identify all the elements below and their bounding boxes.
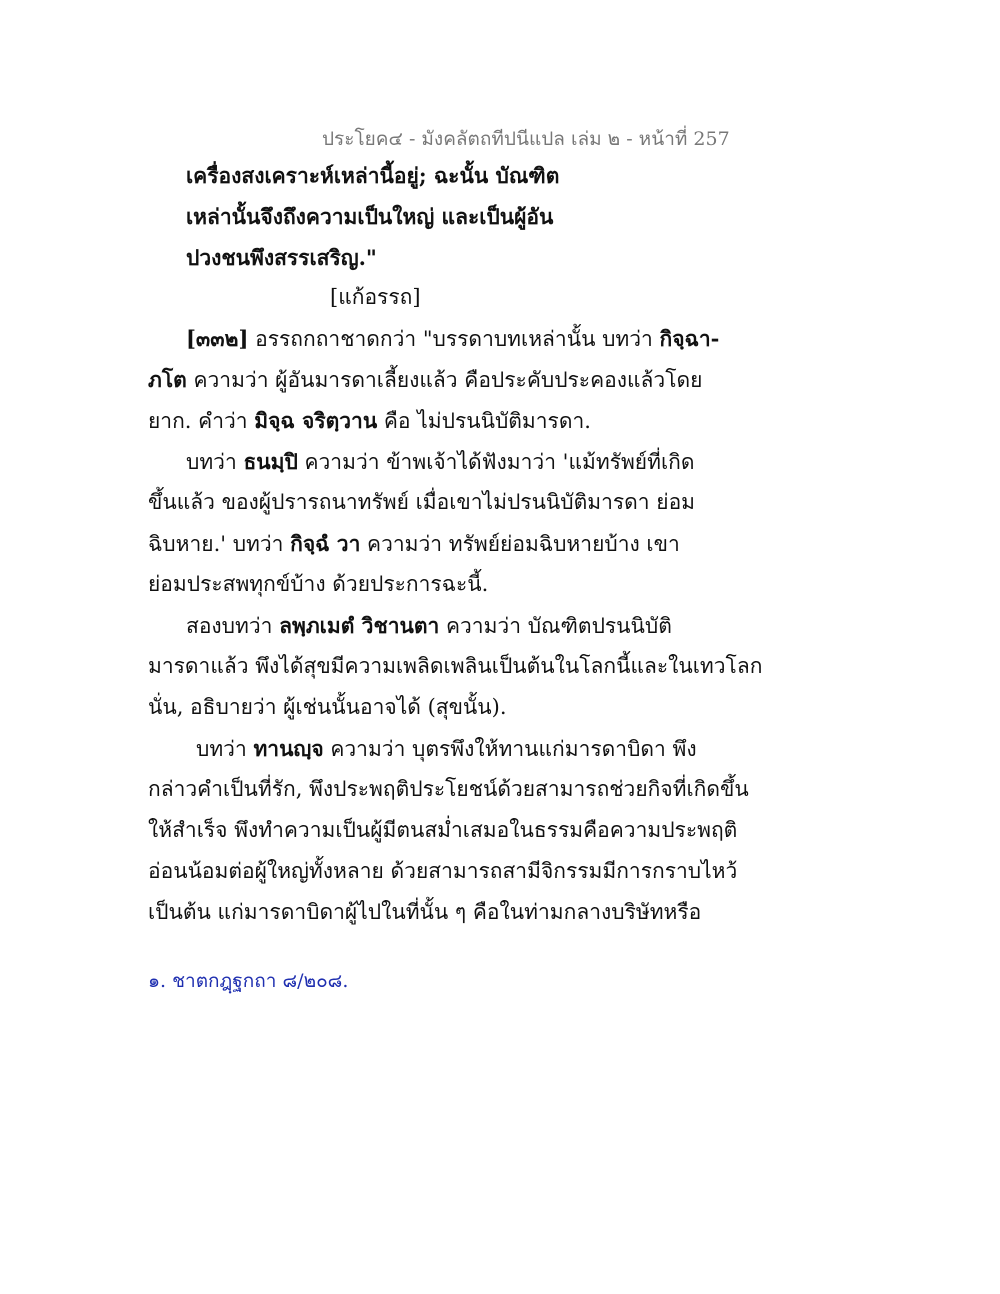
pali-term: กิจฺฉํ วา [290, 531, 361, 556]
pali-term: มิจฺฉ จริตฺวาน [254, 408, 378, 433]
p2-line-4: ย่อมประสพทุกข์บ้าง ด้วยประการฉะนี้. [148, 572, 489, 596]
p4-line-4: อ่อนน้อมต่อผู้ใหญ่ทั้งหลาย ด้วยสามารถสามีจิกรรมมีการกราบไหว้ [148, 859, 738, 883]
pali-term: ธนมฺปิ [243, 449, 298, 474]
p3-text-2: ความว่า บัณฑิตปรนนิบัติ [439, 614, 672, 638]
p4-line-5: เป็นต้น แก่มารดาบิดาผู้ไปในที่นั้น ๆ คือในท่ามกลางบริษัทหรือ [148, 900, 702, 924]
page-header: ประโยค๔ - มังคลัตถทีปนีแปล เล่ม ๒ - หน้าที่ 257 [322, 128, 730, 150]
p4-text-2: ความว่า บุตรพึงให้ทานแก่มารดาบิดา พึง [323, 737, 697, 761]
p2-text-4: ความว่า ทรัพย์ย่อมฉิบหายบ้าง เขา [360, 532, 680, 556]
paragraph-number: [๓๓๒] [186, 326, 249, 351]
p2-text-3: ฉิบหาย.' บทว่า [148, 532, 291, 556]
p2-line-3 [148, 533, 680, 555]
pali-term: ลพฺภเมตํ วิชานตา [279, 613, 440, 638]
verse-line-3: ปวงชนพึงสรรเสริญ." [186, 245, 377, 270]
pali-term: กิจฺฉา- [659, 326, 720, 351]
p3-line-1 [186, 615, 672, 637]
p2-text-1: บทว่า [186, 450, 244, 474]
p3-line-3: นั่น, อธิบายว่า ผู้เช่นนั้นอาจได้ (สุขนั้น). [148, 695, 507, 719]
footnote: ๑. ชาตกฎฺฐกถา ๘/๒๐๘. [148, 970, 349, 992]
p2-line-1 [186, 451, 694, 473]
p1-text-1: อรรถกถาชาดกว่า "บรรดาบทเหล่านั้น บทว่า [248, 327, 660, 351]
pali-term: ทานญฺจ [253, 736, 324, 761]
p1-text-4: คือ ไม่ปรนนิบัติมารดา. [377, 409, 591, 433]
p3-text-1: สองบทว่า [186, 614, 280, 638]
p2-line-2: ขึ้นแล้ว ของผู้ปรารถนาทรัพย์ เมื่อเขาไม่ปรนนิบัติมารดา ย่อม [148, 490, 696, 514]
p4-line-3: ให้สำเร็จ พึงทำความเป็นผู้มีตนสม่ำเสมอในธรรมคือความประพฤติ [148, 818, 738, 842]
p1-line-3 [148, 410, 591, 432]
p4-line-2: กล่าวคำเป็นที่รัก, พึงประพฤติประโยชน์ด้วยสามารถช่วยกิจที่เกิดขึ้น [148, 777, 749, 801]
p3-line-2: มารดาแล้ว พึงได้สุขมีความเพลิดเพลินเป็นต้นในโลกนี้และในเทวโลก [148, 654, 763, 678]
p1-text-2: ความว่า ผู้อันมารดาเลี้ยงแล้ว คือประคับประคองแล้วโดย [186, 368, 703, 392]
p1-line-1 [186, 328, 719, 350]
p1-text-3: ยาก. คำว่า [148, 409, 255, 433]
section-label: [แก้อรรถ] [330, 285, 421, 309]
verse-line-2: เหล่านั้นจึงถึงความเป็นใหญ่ และเป็นผู้อัน [186, 204, 554, 229]
p4-line-1 [196, 738, 697, 760]
p1-line-2 [148, 369, 702, 391]
pali-term: ภโต [148, 367, 187, 392]
p2-text-2: ความว่า ข้าพเจ้าได้ฟังมาว่า 'แม้ทรัพย์ที่เกิด [297, 450, 695, 474]
p4-text-1: บทว่า [196, 737, 254, 761]
verse-line-1: เครื่องสงเคราะห์เหล่านี้อยู่; ฉะนั้น บัณฑิต [186, 163, 560, 188]
